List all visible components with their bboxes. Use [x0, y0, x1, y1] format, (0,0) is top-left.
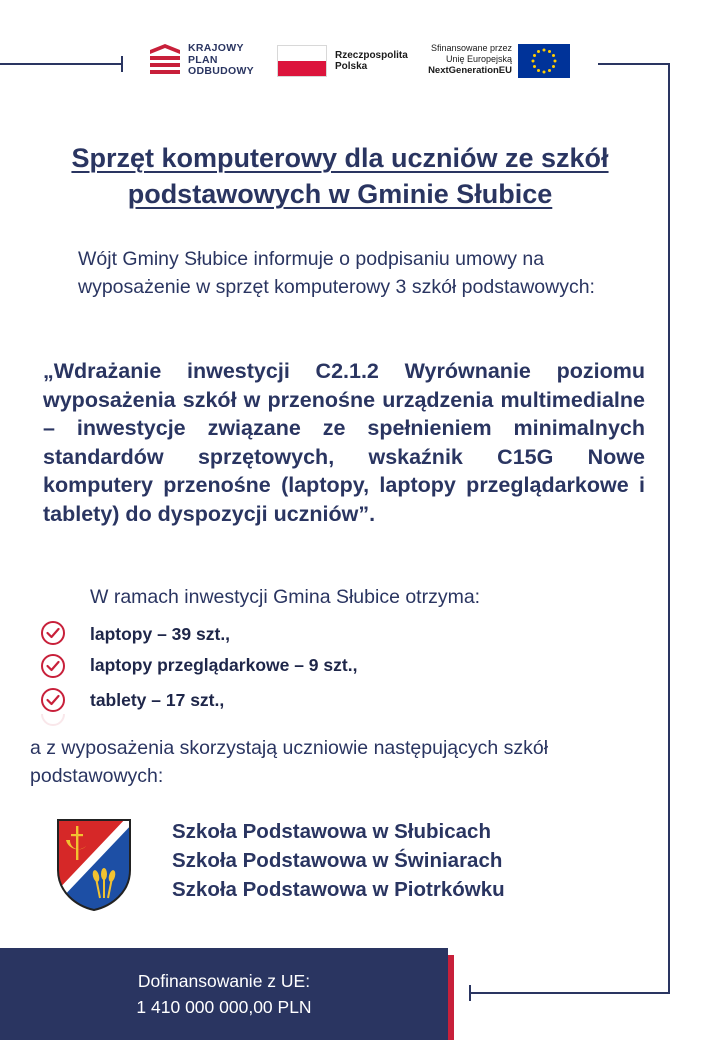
kpo-line-2: PLAN [188, 53, 218, 66]
kpo-logo-text [188, 43, 254, 78]
rp-line-1: Rzeczpospolita [335, 50, 408, 61]
eu-line-3: NextGenerationEU [428, 65, 512, 76]
coat-of-arms-icon [56, 818, 132, 912]
eu-funding-text [418, 43, 512, 76]
eu-flag-icon [518, 44, 570, 78]
rp-line-2: Polska [335, 61, 368, 72]
list-item: laptopy – 39 szt., [90, 624, 231, 644]
investment-heading: W ramach inwestycji Gmina Słubice otrzyma: [90, 586, 481, 608]
frame-line-top-left [0, 63, 122, 65]
kpo-line-3: ODBUDOWY [188, 65, 254, 77]
intro-paragraph: Wójt Gminy Słubice informuje o podpisaniu umowy na wyposażenie w sprzęt komputerowy 3 szkół podstawowych: [78, 248, 595, 298]
students-paragraph: a z wyposażenia skorzystają uczniowie następujących szkół podstawowych: [30, 737, 549, 787]
polish-flag-icon [277, 45, 327, 77]
banner-line-1: Dofinansowanie z UE: [137, 971, 311, 991]
list-item: tablety – 17 szt., [90, 690, 225, 710]
school-item: Szkoła Podstawowa w Piotrkówku [172, 878, 505, 901]
check-circle-icon [40, 687, 66, 713]
funding-banner-text [0, 968, 448, 1020]
check-circle-icon [40, 620, 66, 646]
banner-line-2: 1 410 000 000,00 PLN [136, 997, 312, 1017]
frame-line-bottom-right [470, 992, 670, 994]
investment-quote: „Wdrażanie inwestycji C2.1.2 Wyrównanie poziomu wyposażenia szkół w przenośne urządzenia multimedialne – inwestycje związane ze spełnieniem minimalnych standardów sprzętowych, wskaźnik C15G Nowe komputery przenośne (laptopy, laptopy przeglądarkowe i tablety) do dyspozycji uczniów”. [43, 359, 645, 526]
kpo-logo-icon [150, 44, 180, 76]
frame-line-top-right [598, 63, 670, 65]
school-item: Szkoła Podstawowa w Świniarach [172, 849, 503, 872]
kpo-line-1: KRAJOWY [188, 42, 244, 54]
reflection-check-icon [40, 712, 66, 726]
schools-list [172, 817, 505, 904]
list-item: laptopy przeglądarkowe – 9 szt., [90, 655, 358, 675]
frame-tick-top-left [121, 56, 123, 72]
page-title [30, 140, 650, 212]
check-circle-icon [40, 653, 66, 679]
eu-line-1: Sfinansowane przez [430, 43, 512, 53]
title-line-2: podstawowych w Gminie Słubice [127, 179, 553, 209]
title-line-1: Sprzęt komputerowy dla uczniów ze szkół [71, 143, 609, 173]
eu-line-2: Unię Europejską [445, 54, 512, 64]
frame-tick-bottom [469, 985, 471, 1001]
frame-line-right [668, 63, 670, 994]
school-item: Szkoła Podstawowa w Słubicach [172, 820, 491, 843]
rp-logo-text [335, 50, 408, 72]
